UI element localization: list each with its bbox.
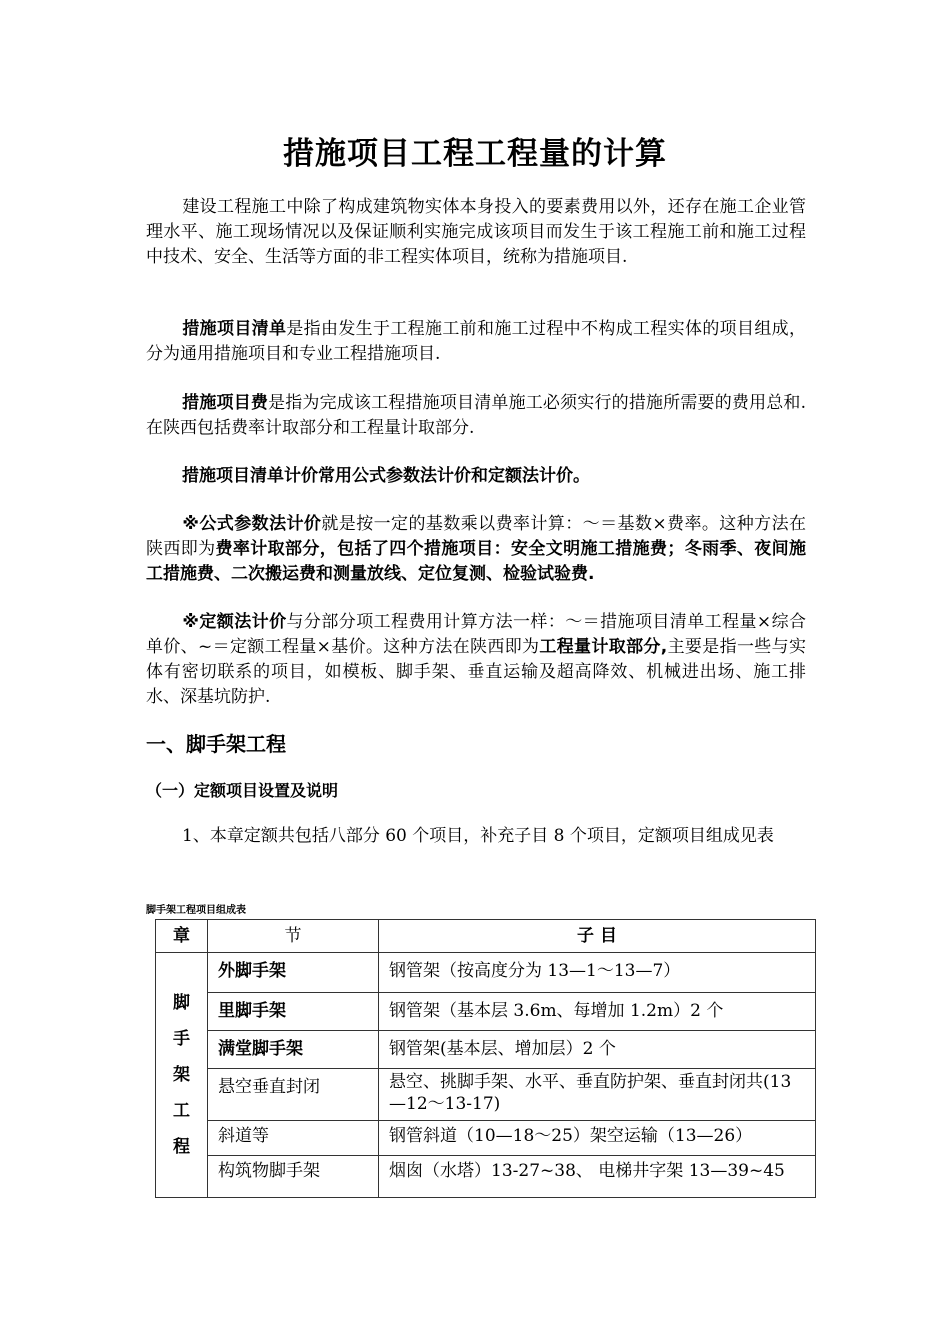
chapter-char: 架	[173, 1065, 190, 1085]
chapter-char: 手	[173, 1029, 190, 1049]
fee-definition-paragraph	[146, 391, 806, 441]
item-text: 1、本章定额共包括八部分 60 个项目，补充子目 8 个项目，定额项目组成见表	[182, 826, 774, 846]
formula-method-bold: 费率计取部分，包括了四个措施项目：安全文明施工措施费；冬雨季、夜间施工措施费、二次搬运费和测量放线、定位复测、检验试验费.	[146, 539, 807, 584]
list-definition-text: 是指由发生于工程施工前和施工过程中不构成工程实体的项目组成，分为通用措施项目和专业工程措施项目.	[146, 319, 807, 364]
quota-method-term: ※定额法计价	[182, 612, 287, 632]
section-cell: 构筑物脚手架	[208, 1156, 379, 1198]
items-cell: 钢管架（基本层 3.6m、每增加 1.2m）2 个	[379, 993, 816, 1031]
section-cell: 斜道等	[208, 1121, 379, 1156]
list-definition-term: 措施项目清单	[182, 319, 287, 339]
intro-paragraph	[146, 195, 806, 270]
formula-method-text: 就是按一定的基数乘以费率计算：～＝基数×费率。这种方法在陕西即为	[146, 514, 807, 559]
table-row	[156, 953, 816, 993]
fee-definition-text: 是指为完成该工程措施项目清单施工必须实行的措施所需要的费用总和.在陕西包括费率计取部分和工程量计取部分.	[146, 393, 807, 438]
items-cell: 悬空、挑脚手架、水平、垂直防护架、垂直封闭共(13—12～13-17)	[379, 1069, 816, 1121]
section-cell: 外脚手架	[208, 953, 379, 993]
quota-method-bold: 工程量计取部分,	[539, 637, 668, 657]
table-row	[156, 1121, 816, 1156]
fee-definition-term: 措施项目费	[182, 393, 269, 413]
methods-text: 措施项目清单计价常用公式参数法计价和定额法计价。	[182, 466, 590, 486]
formula-method-paragraph	[146, 512, 806, 587]
quota-method-paragraph	[146, 610, 806, 710]
header-section: 节	[208, 920, 379, 953]
section-heading: 一、脚手架工程	[146, 732, 286, 756]
table-row	[156, 1069, 816, 1121]
table-row	[156, 993, 816, 1031]
subsection-heading: （一）定额项目设置及说明	[146, 781, 339, 800]
section-cell: 悬空垂直封闭	[208, 1069, 379, 1121]
chapter-char: 程	[173, 1137, 190, 1157]
quota-method-text-2: 主要是指一些与实体有密切联系的项目，如模板、脚手架、垂直运输及超高降效、机械进出场、施工排水、深基坑防护.	[146, 637, 806, 707]
items-cell: 烟囱（水塔）13-27~38、 电梯井字架 13—39~45	[379, 1156, 816, 1198]
items-cell: 钢管斜道（10—18～25）架空运输（13—26）	[379, 1121, 816, 1156]
section-cell: 里脚手架	[208, 993, 379, 1031]
table-header-row	[156, 920, 816, 953]
intro-text: 建设工程施工中除了构成建筑物实体本身投入的要素费用以外，还存在施工企业管理水平、施工现场情况以及保证顺利实施完成该项目而发生于该工程施工前和施工过程中技术、安全、生活等方面的非工程实体项目，统称为措施项目.	[146, 197, 806, 267]
header-items: 子 目	[379, 920, 816, 953]
page-title: 措施项目工程工程量的计算	[283, 136, 667, 172]
chapter-char: 脚	[173, 993, 190, 1013]
section-cell: 满堂脚手架	[208, 1031, 379, 1069]
header-chapter: 章	[156, 920, 208, 953]
list-definition-paragraph	[146, 317, 806, 367]
table-row	[156, 1031, 816, 1069]
table-row	[156, 1156, 816, 1198]
items-cell: 钢管架(基本层、增加层）2 个	[379, 1031, 816, 1069]
methods-paragraph	[146, 464, 806, 489]
chapter-cell	[156, 953, 208, 1198]
quota-method-text: 与分部分项工程费用计算方法一样：～＝措施项目清单工程量×综合单价、~＝定额工程量×基价。这种方法在陕西即为	[146, 612, 807, 657]
formula-method-term: ※公式参数法计价	[182, 514, 322, 534]
chapter-char: 工	[173, 1101, 190, 1121]
table-caption: 脚手架工程项目组成表	[146, 905, 246, 916]
items-cell: 钢管架（按高度分为 13—1～13—7）	[379, 953, 816, 993]
item-paragraph	[146, 824, 806, 849]
scaffold-table	[155, 919, 816, 1198]
